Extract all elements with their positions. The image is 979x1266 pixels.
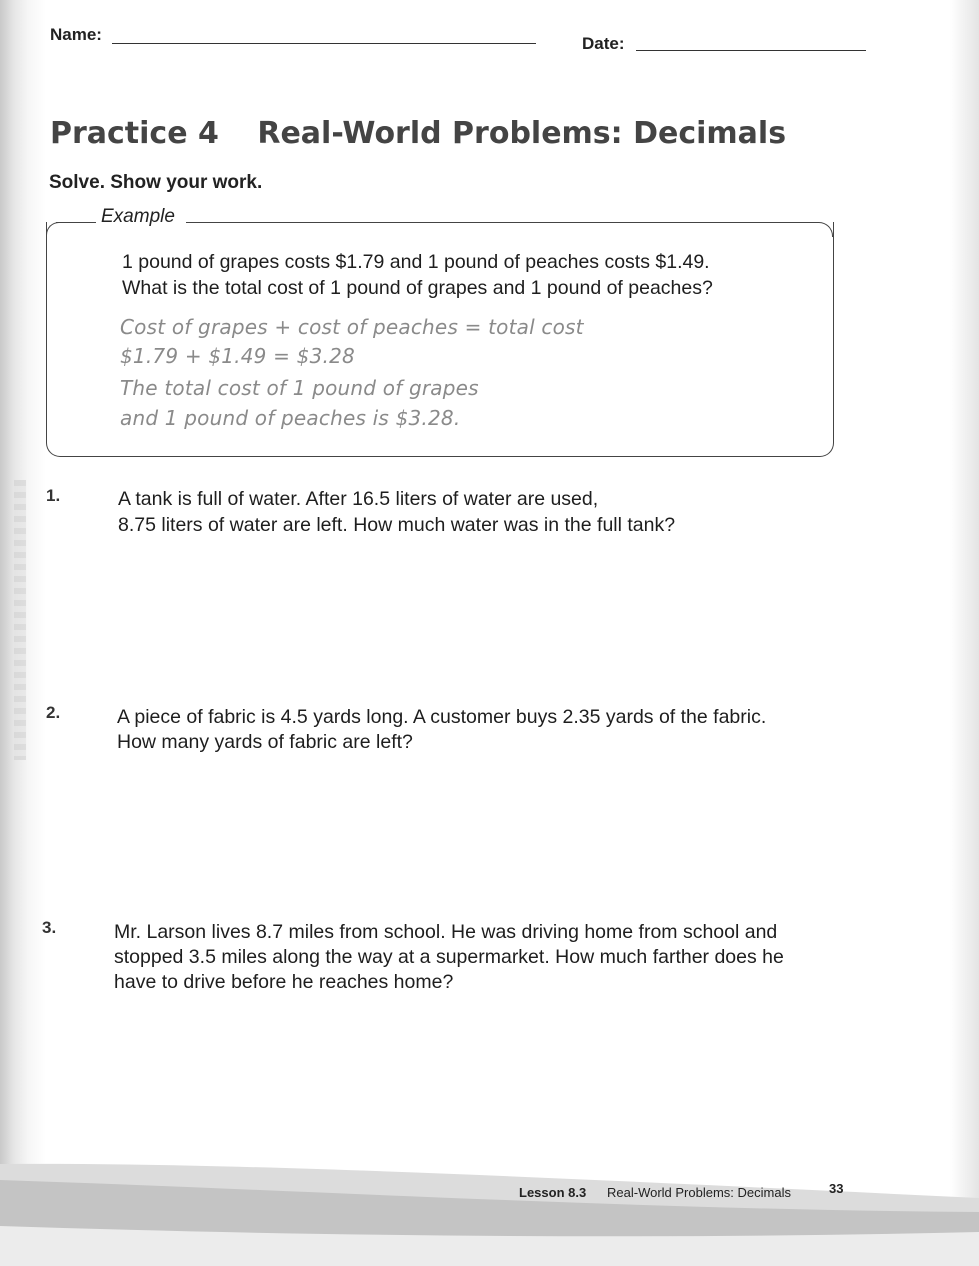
footer-band [0,1140,979,1266]
date-line [636,50,866,51]
problem-line: stopped 3.5 miles along the way at a supermarket. How much farther does he [114,946,784,968]
page-number: 33 [829,1181,844,1196]
example-label: Example [101,206,175,227]
practice-topic: Real-World Problems: Decimals [257,116,787,151]
footer-lesson-number: Lesson 8.3 [519,1185,587,1200]
problem-line: A piece of fabric is 4.5 yards long. A customer buys 2.35 yards of the fabric. [117,706,767,728]
problem-number: 3. [42,918,57,937]
footer-lesson [519,1185,586,1200]
date-label: Date: [582,34,625,53]
problem-number: 1. [46,486,61,505]
example-problem-line: 1 pound of grapes costs $1.79 and 1 pound of peaches costs $1.49. [122,251,710,273]
footer-lesson-title: Real-World Problems: Decimals [607,1185,791,1200]
problem-line: A tank is full of water. After 16.5 liters of water are used, [118,488,599,510]
problem-line: 8.75 liters of water are left. How much water was in the full tank? [118,514,676,536]
instructions: Solve. Show your work. [49,172,263,193]
name-label: Name: [50,25,102,44]
binding-edge [14,480,26,760]
practice-number: Practice 4 [50,116,219,151]
example-solution-line: $1.79 + $1.49 = $3.28 [120,344,355,368]
page-title [50,116,786,151]
example-problem-line: What is the total cost of 1 pound of grapes and 1 pound of peaches? [122,277,713,299]
problem-number: 2. [46,703,61,722]
problem-line: Mr. Larson lives 8.7 miles from school. He was driving home from school and [114,921,778,943]
problem-line: have to drive before he reaches home? [114,971,454,993]
name-line [112,43,536,44]
example-solution-line: The total cost of 1 pound of grapes [120,376,479,400]
problem-line: How many yards of fabric are left? [117,731,413,753]
example-solution-line: and 1 pound of peaches is $3.28. [120,406,461,430]
example-solution-line: Cost of grapes + cost of peaches = total cost [120,315,584,339]
